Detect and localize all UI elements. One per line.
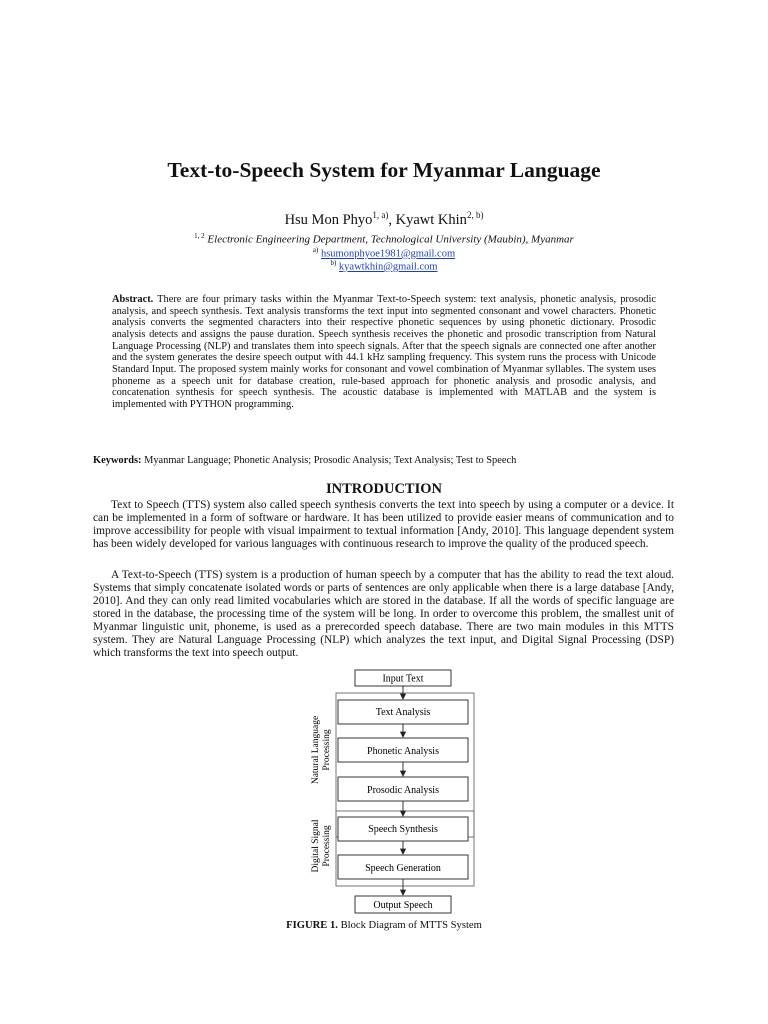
side-label-line: Digital Signal (311, 819, 321, 873)
block-label: Phonetic Analysis (367, 746, 439, 757)
author-marks: 1, a) (372, 210, 389, 220)
nlp-side-label (311, 716, 332, 784)
email-mark: b) (330, 259, 337, 267)
section-heading: INTRODUCTION (325, 481, 442, 497)
abstract-text: There are four primary tasks within the Myanmar Text-to-Speech system: text analysis, phonetic analysis, prosodic analysis, and speech synthesis. Text analysis transforms the text input into segmented consonant and vowel characters. Phonetic analysis converts the segmented characters into their respective phonetic sequences by using phonetic dictionary. Prosodic analysis detects and assigns the pause duration. Speech synthesis receives the phonetic and prosodic transcription from Natural Language Processing (NLP) and translates them into speech signals. After that the speech signals are connected one after another and the system generates the desire speech output with 44.1 kHz sampling frequency. This system runs the process with Unicode Standard Input. The proposed system mainly works for consonant and vowel combination of Myanmar syllables. The system uses phoneme as a speech unit for database creation, rule-based approach for phonetic analysis and prosodic analysis, and concatenation synthesis for speech synthesis. The acoustic database is implemented with MATLAB and the system is implemented with PYTHON programming. (112, 294, 656, 410)
block-diagram (296, 666, 496, 918)
block-label: Prosodic Analysis (367, 785, 439, 796)
affiliation-line (0, 232, 768, 246)
author-line (0, 210, 768, 229)
paper-title: Text-to-Speech System for Myanmar Language (167, 158, 601, 182)
email-link[interactable]: kyawtkhin@gmail.com (338, 261, 438, 273)
dsp-side-label (311, 819, 332, 872)
email-link[interactable]: hsumonphyoe1981@gmail.com (320, 248, 456, 260)
block-label: Input Text (382, 673, 424, 685)
side-label-line: Natural Language (311, 715, 321, 785)
keywords-label: Keywords: (93, 455, 142, 466)
email-line (0, 259, 768, 273)
caption-label: FIGURE 1. (286, 920, 338, 931)
keywords-text: Myanmar Language; Phonetic Analysis; Prosodic Analysis; Text Analysis; Test to Speech (144, 455, 517, 466)
abstract-label: Abstract. (112, 294, 154, 305)
body-paragraph: Text to Speech (TTS) system also called speech synthesis converts the text into speech by using a computer or a device. It can be implemented in a form of software or hardware. It has been utilized to provide easier means of communication and to improve accessibility for people with visual impairment to textual information [Andy, 2010]. This language dependent system has been widely developed for various languages with continuous research to improve the quality of the produced speech. (93, 499, 674, 551)
caption-text: Block Diagram of MTTS System (340, 920, 482, 931)
email-mark: a) (312, 246, 319, 254)
side-label-line: Processing (322, 729, 332, 771)
author-separator: , (388, 211, 396, 228)
affiliation-marks: 1, 2 (194, 232, 205, 240)
keywords (93, 455, 683, 466)
author-name: Hsu Mon Phyo (284, 211, 373, 228)
block-label: Speech Generation (365, 863, 441, 874)
block-label: Output Speech (373, 900, 433, 911)
block-label: Speech Synthesis (368, 824, 438, 835)
abstract (112, 294, 656, 411)
author-name: Kyawt Khin (395, 211, 467, 228)
side-label-line: Processing (322, 825, 332, 867)
author-marks: 2, b) (466, 210, 484, 220)
email-line (0, 246, 768, 260)
affiliation-text: Electronic Engineering Department, Technological University (Maubin), Myanmar (207, 233, 574, 246)
figure-caption (0, 920, 768, 931)
block-label: Text Analysis (375, 707, 431, 718)
body-paragraph: A Text-to-Speech (TTS) system is a production of human speech by a computer that has the ability to read the text aloud. Systems that simply concatenate isolated words or parts of sentences are only applicable when there is a large database [Andy, 2010]. And they can only read limited vocabularies which are stored in the database. If all the words of specific language are stored in the database, the processing time of the system will be long. In order to overcome this problem, the smallest unit of Myanmar linguistic unit, phoneme, is used as a prerecorded speech database. There are two main modules in this MTTS system. They are Natural Language Processing (NLP) which analyzes the text input, and Digital Signal Processing (DSP) which transforms the text into speech output. (93, 569, 674, 660)
